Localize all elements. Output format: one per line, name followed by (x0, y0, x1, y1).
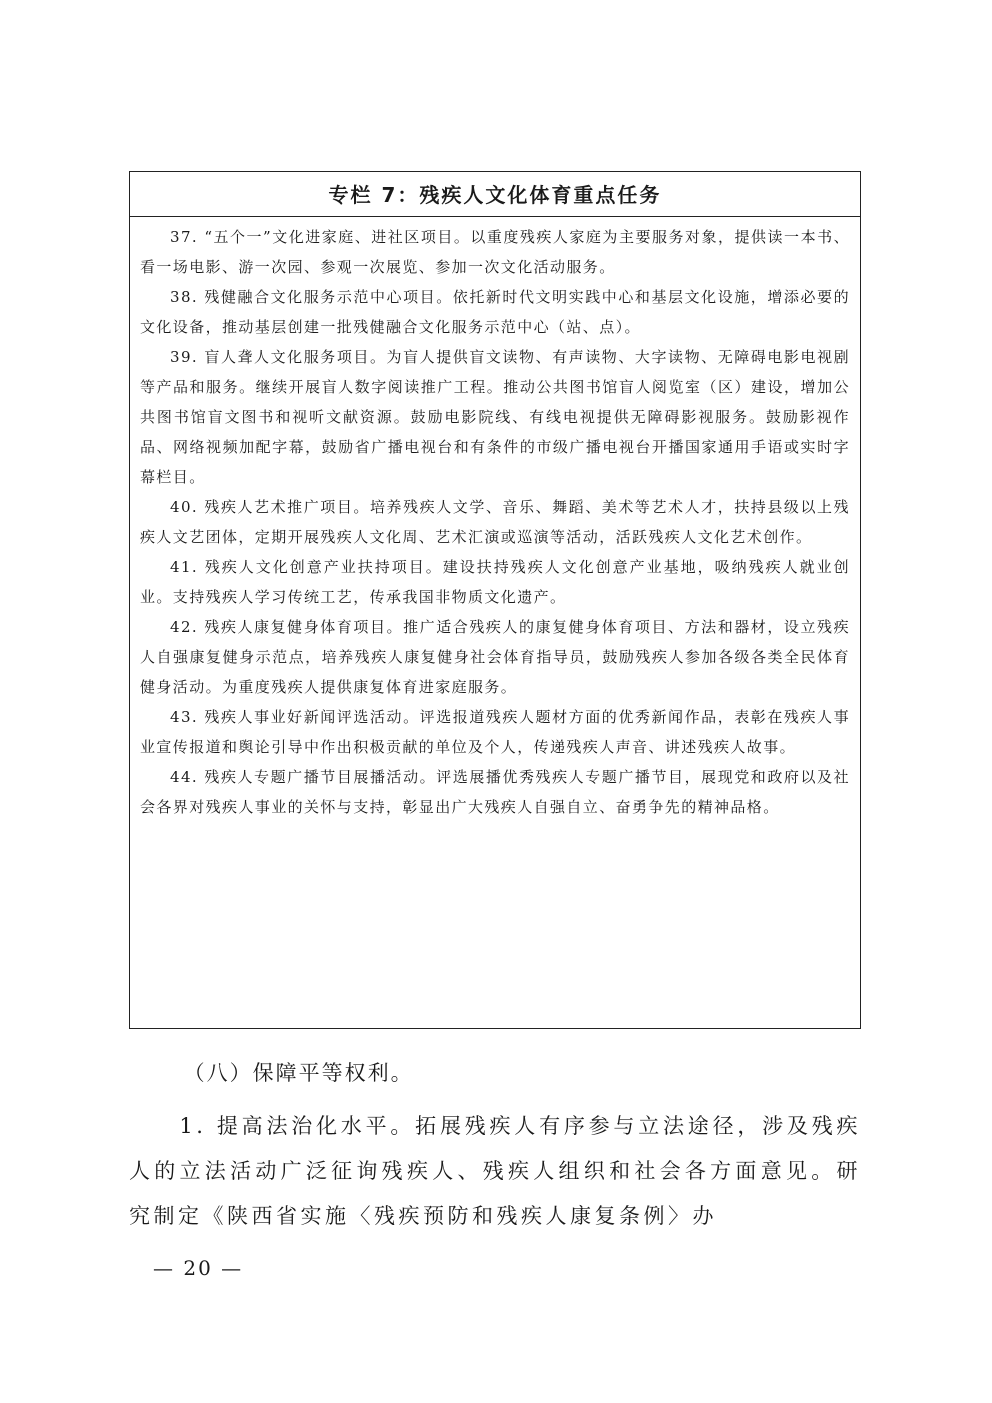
task-item-39: 39. 盲人聋人文化服务项目。为盲人提供盲文读物、有声读物、大字读物、无障碍电影电视剧等产品和服务。继续开展盲人数字阅读推广工程。推动公共图书馆盲人阅览室（区）建设，增加公共图书馆盲文图书和视听文献资源。鼓励电影院线、有线电视提供无障碍影视服务。鼓励影视作品、网络视频加配字幕，鼓励省广播电视台和有条件的市级广播电视台开播国家通用手语或实时字幕栏目。 (140, 348, 850, 486)
body-paragraph: 1. 提高法治化水平。拓展残疾人有序参与立法途径，涉及残疾人的立法活动广泛征询残疾人、残疾人组织和社会各方面意见。研究制定《陕西省实施〈残疾预防和残疾人康复条例〉办 (129, 1114, 861, 1228)
section-heading: （八）保障平等权利。 (183, 1061, 414, 1085)
page-number: — 20 — (153, 1256, 244, 1280)
task-item-40: 40. 残疾人艺术推广项目。培养残疾人文学、音乐、舞蹈、美术等艺术人才，扶持县级以上残疾人文艺团体，定期开展残疾人文化周、艺术汇演或巡演等活动，活跃残疾人文化艺术创作。 (140, 498, 850, 546)
task-item-42: 42. 残疾人康复健身体育项目。推广适合残疾人的康复健身体育项目、方法和器材，设立残疾人自强康复健身示范点，培养残疾人康复健身社会体育指导员，鼓励残疾人参加各级各类全民体育健身活动。为重度残疾人提供康复体育进家庭服务。 (140, 618, 850, 696)
task-item-43: 43. 残疾人事业好新闻评选活动。评选报道残疾人题材方面的优秀新闻作品，表彰在残疾人事业宣传报道和舆论引导中作出积极贡献的单位及个人，传递残疾人声音、讲述残疾人故事。 (140, 708, 850, 756)
task-item-37: 37. “五个一”文化进家庭、进社区项目。以重度残疾人家庭为主要服务对象，提供读一本书、看一场电影、游一次园、参观一次展览、参加一次文化活动服务。 (140, 228, 850, 276)
task-item-38: 38. 残健融合文化服务示范中心项目。依托新时代文明实践中心和基层文化设施，增添必要的文化设备，推动基层创建一批残健融合文化服务示范中心（站、点）。 (140, 288, 850, 336)
task-item-44: 44. 残疾人专题广播节目展播活动。评选展播优秀残疾人专题广播节目，展现党和政府以及社会各界对残疾人事业的关怀与支持，彰显出广大残疾人自强自立、奋勇争先的精神品格。 (140, 768, 850, 816)
feature-box-title: 专栏 7：残疾人文化体育重点任务 (130, 172, 860, 217)
task-item-41: 41. 残疾人文化创意产业扶持项目。建设扶持残疾人文化创意产业基地，吸纳残疾人就业创业。支持残疾人学习传统工艺，传承我国非物质文化遗产。 (140, 558, 850, 606)
feature-box (129, 171, 861, 1029)
feature-box-body (130, 217, 860, 822)
